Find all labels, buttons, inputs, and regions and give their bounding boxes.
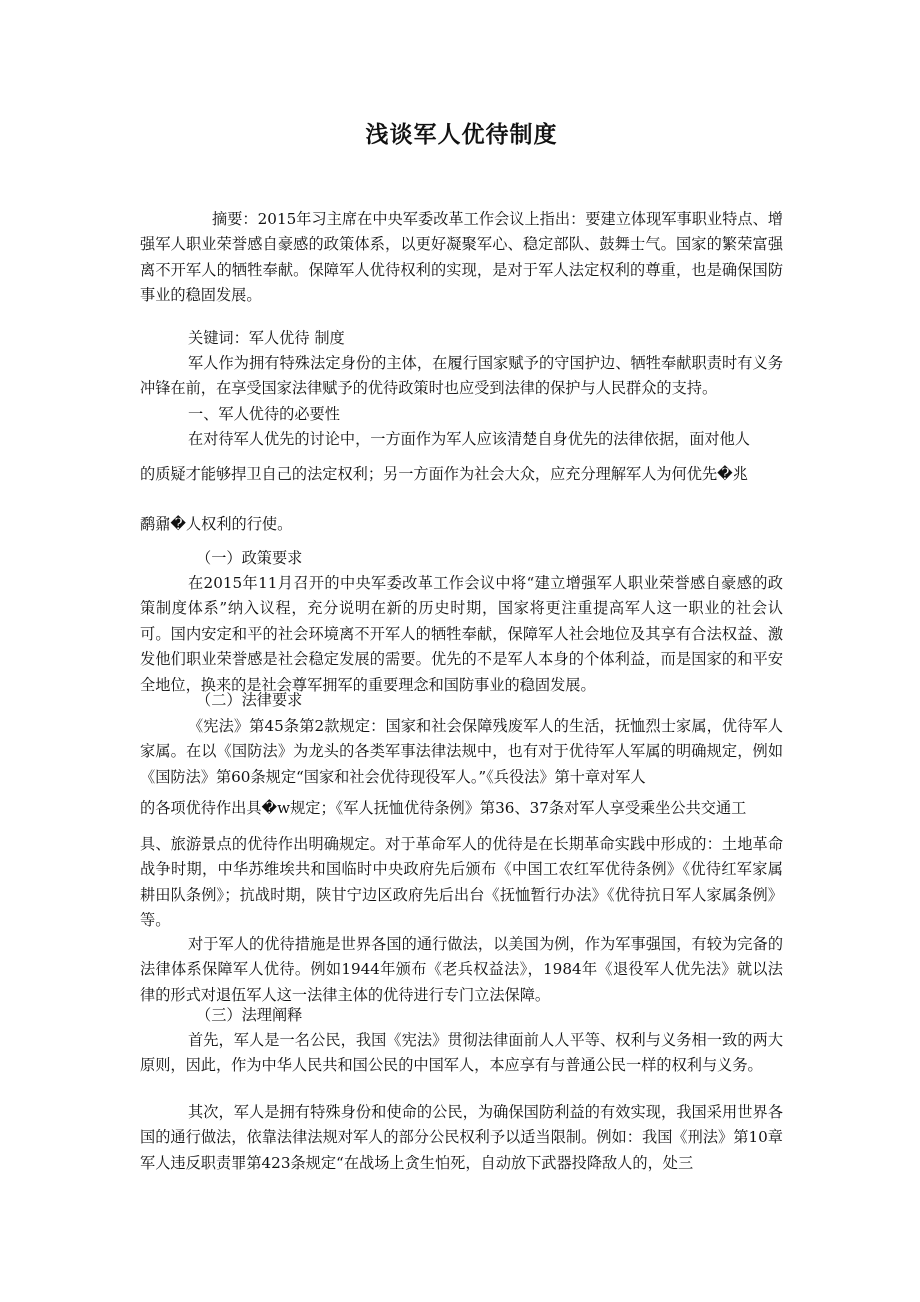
subsection-2-paragraph-1-part-2: 具、旅游景点的优待作出明确规定。对于革命军人的优待是在长期革命实践中形成的：土地革命战争时期，中华苏维埃共和国临时中央政府先后颁布《中国工农红军优待条例》《优待红军家属耕田队条例》；抗战时期，陕甘宁边区政府先后出台《抚恤暂行办法》《优待抗日军人家属条例》等。 — [140, 835, 783, 930]
section-1-paragraph-line-1: 在对待军人优先的讨论中，一方面作为军人应该清楚自身优先的法律依据，面对他人 — [188, 430, 750, 448]
subsection-2-paragraph-1-part-1: 《宪法》第45条第2款规定：国家和社会保障残废军人的生活，抚恤烈士家属，优待军人家属。在以《国防法》为龙头的各类军事法律法规中，也有对于优待军人军属的明确规定，例如《国防法》第60条规定“国家和社会优待现役军人。”《兵役法》第十章对军人 — [140, 717, 783, 786]
subsection-3-paragraph-1: 首先，军人是一名公民，我国《宪法》贯彻法律面前人人平等、权利与义务相一致的两大原则，因此，作为中华人民共和国公民的中国军人，本应享有与普通公民一样的权利与义务。 — [140, 1031, 783, 1075]
document-title: 浅谈军人优待制度 — [365, 122, 558, 148]
intro-paragraph: 军人作为拥有特殊法定身份的主体，在履行国家赋予的守国护边、牺牲奉献职责时有义务冲锋在前，在享受国家法律赋予的优待政策时也应受到法律的保护与人民群众的支持。 — [140, 354, 783, 398]
section-1-paragraph-line-2: 的质疑才能够捍卫自己的法定权利；另一方面作为社会大众，应充分理解军人为何优先�兆 — [140, 465, 748, 483]
abstract-paragraph: 摘要：2015年习主席在中央军委改革工作会议上指出：要建立体现军事职业特点、增强军人职业荣誉感自豪感的政策体系，以更好凝聚军心、稳定部队、鼓舞士气。国家的繁荣富强离不开军人的牺牲奉献。保障军人优待权利的实现，是对于军人法定权利的尊重，也是确保国防事业的稳固发展。 — [140, 210, 783, 305]
subsection-1-paragraph: 在2015年11月召开的中央军委改革工作会议中将“建立增强军人职业荣誉感自豪感的政策制度体系”纳入议程，充分说明在新的历史时期，国家将更注重提高军人这一职业的社会认可。国内安定和平的社会环境离不开军人的牺牲奉献，保障军人社会地位及其享有合法权益、激发他们职业荣誉感是社会稳定发展的需要。优先的不是军人本身的个体利益，而是国家的和平安全地位，换来的是社会尊军拥军的重要理念和国防事业的稳固发展。 — [140, 574, 783, 694]
subsection-1-heading: （一）政策要求 — [196, 549, 303, 567]
subsection-2-heading: （二）法律要求 — [196, 691, 303, 709]
section-1-paragraph-line-3: 鹬鼐�人权利的行使。 — [140, 515, 293, 533]
subsection-3-heading: （三）法理阐释 — [196, 1006, 303, 1024]
subsection-2-paragraph-2: 对于军人的优待措施是世界各国的通行做法，以美国为例，作为军事强国，有较为完备的法律体系保障军人优待。例如1944年颁布《老兵权益法》，1984年《退役军人优先法》就以法律的形式对退伍军人这一法律主体的优待进行专门立法保障。 — [140, 935, 783, 1004]
section-1-heading: 一、军人优待的必要性 — [188, 405, 340, 423]
subsection-2-paragraph-1-line-mid: 的各项优待作出具�w规定；《军人抚恤优待条例》第36、37条对军人享受乘坐公共交通工 — [140, 799, 747, 817]
subsection-3-paragraph-2: 其次，军人是拥有特殊身份和使命的公民，为确保国防利益的有效实现，我国采用世界各国的通行做法，依靠法律法规对军人的部分公民权利予以适当限制。例如：我国《刑法》第10章军人违反职责罪第423条规定“在战场上贪生怕死，自动放下武器投降敌人的，处三 — [140, 1103, 783, 1172]
keywords-line: 关键词：军人优待 制度 — [188, 329, 345, 347]
